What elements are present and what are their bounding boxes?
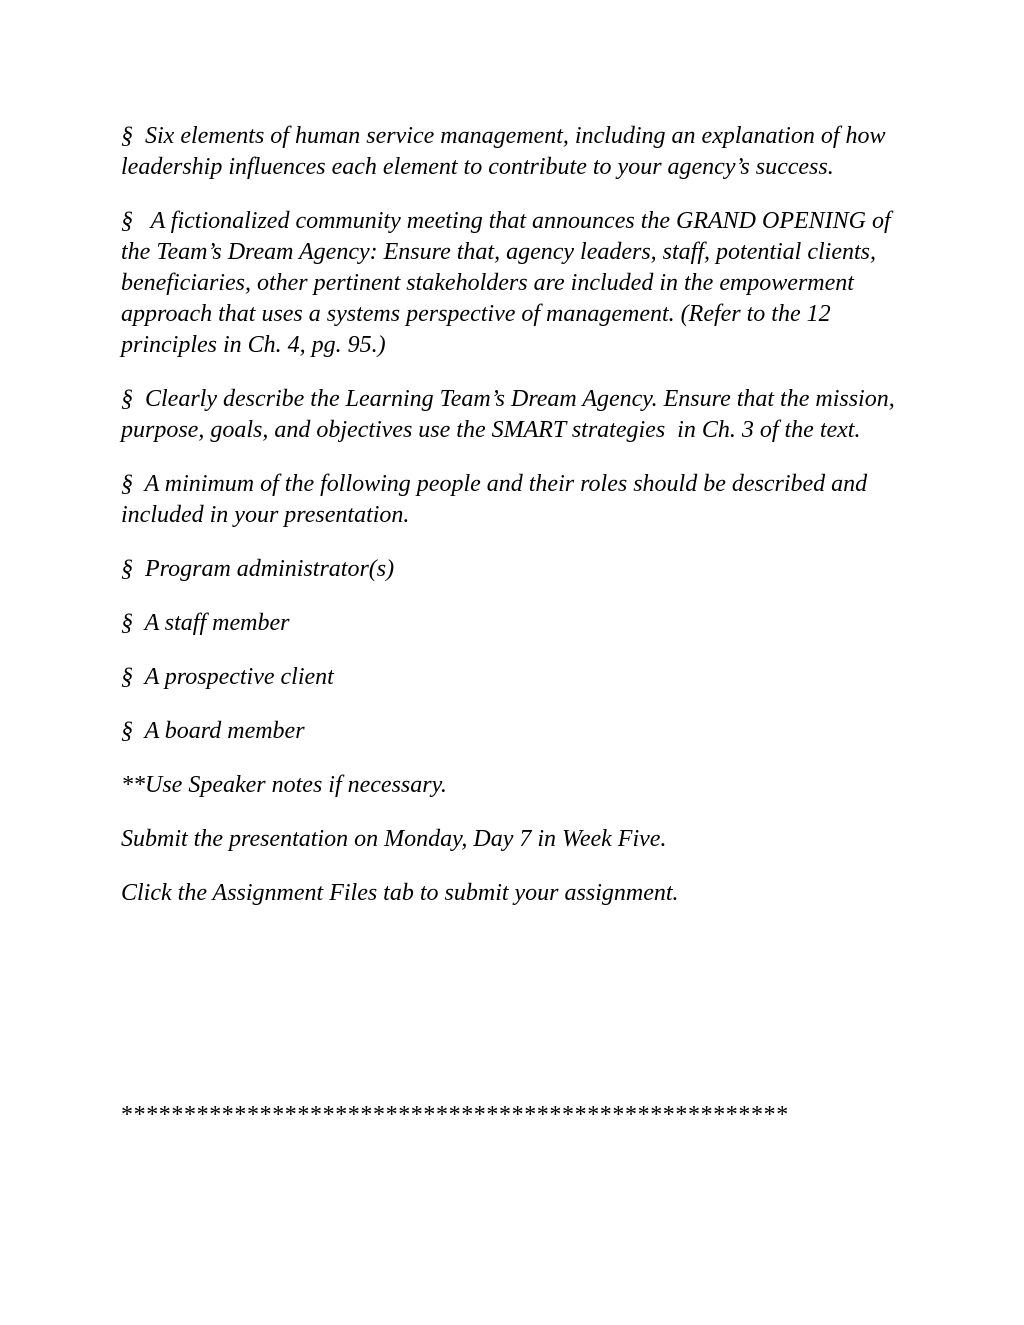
bullet-prospective-client: § A prospective client xyxy=(121,664,334,690)
bullet-six-elements: § Six elements of human service management, including an explanation of how leadership influences each element to contribute to your agency’s success. xyxy=(121,123,892,180)
document-body xyxy=(121,121,911,932)
bullet-staff-member: § A staff member xyxy=(121,610,290,636)
speaker-notes-note: **Use Speaker notes if necessary. xyxy=(121,772,447,798)
bullet-community-meeting: § A fictionalized community meeting that announces the GRAND OPENING of the Team’s Dream Agency: Ensure that, agency leaders, staff, potential clients, beneficiaries, other pertinent stakeholders are included in the empowerment approach that uses a systems perspective of management. (Refer to the 12 principles in Ch. 4, pg. 95.) xyxy=(121,208,897,358)
bullet-describe-agency: § Clearly describe the Learning Team’s Dream Agency. Ensure that the mission, purpose, goals, and objectives use the SMART strategies in Ch. 3 of the text. xyxy=(121,386,901,443)
submission-date-note: Submit the presentation on Monday, Day 7 in Week Five. xyxy=(121,826,667,852)
assignment-files-instruction: Click the Assignment Files tab to submit your assignment. xyxy=(121,880,679,906)
bullet-program-administrator: § Program administrator(s) xyxy=(121,556,395,582)
bullet-people-roles: § A minimum of the following people and their roles should be described and included in your presentation. xyxy=(121,471,874,528)
bullet-board-member: § A board member xyxy=(121,718,305,744)
asterisk-separator: ***************************************************** xyxy=(121,1102,789,1128)
